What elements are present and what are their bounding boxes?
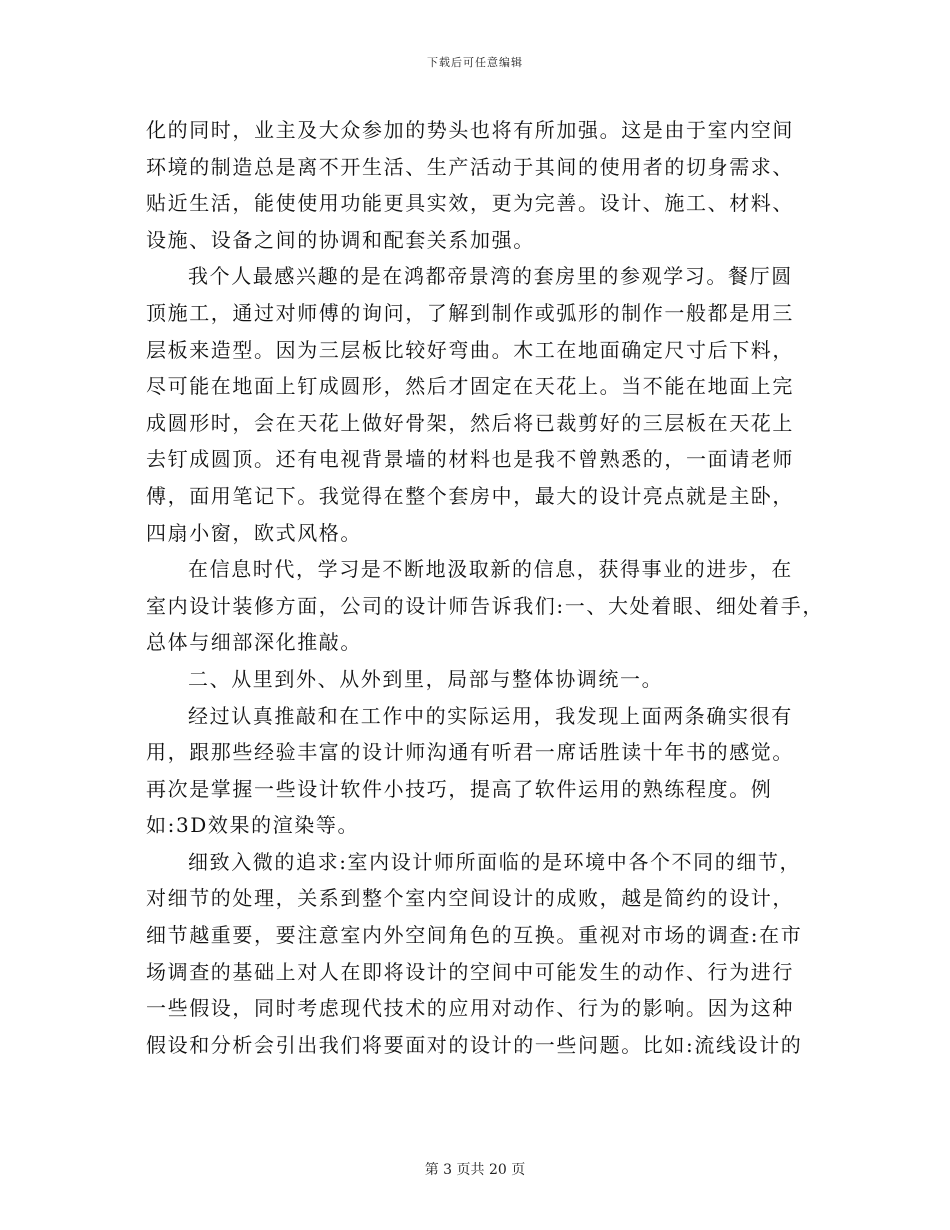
paragraph-start-line: 经过认真推敲和在工作中的实际运用，我发现上面两条确实很有 xyxy=(188,703,793,728)
text-line: 室内设计装修方面，公司的设计师告诉我们:一、大处着眼、细处着手， xyxy=(146,593,824,618)
text-line: 环境的制造总是离不开生活、生产活动于其间的使用者的切身需求、 xyxy=(146,154,794,179)
text-line: 四扇小窗，欧式风格。 xyxy=(146,520,362,545)
text-line: 对细节的处理，关系到整个室内空间设计的成败，越是简约的设计， xyxy=(146,886,794,911)
text-line: 再次是掌握一些设计软件小技巧，提高了软件运用的熟练程度。例 xyxy=(146,776,773,801)
text-line: 去钉成圆顶。还有电视背景墙的材料也是我不曾熟悉的，一面请老师 xyxy=(146,447,794,472)
paragraph-start-line: 二、从里到外、从外到里，局部与整体协调统一。 xyxy=(188,666,664,691)
text-line: 傅，面用笔记下。我觉得在整个套房中，最大的设计亮点就是主卧， xyxy=(146,483,794,508)
page-header: 下载后可任意编辑 xyxy=(427,56,523,69)
text-line: 场调查的基础上对人在即将设计的空间中可能发生的动作、行为进行 xyxy=(146,959,794,984)
text-line: 贴近生活，能使使用功能更具实效，更为完善。设计、施工、材料、 xyxy=(146,191,794,216)
text-line: 用，跟那些经验丰富的设计师沟通有听君一席话胜读十年书的感觉。 xyxy=(146,740,794,765)
text-line: 如:3D效果的渲染等。 xyxy=(146,813,360,838)
page-footer: 第 3 页共 20 页 xyxy=(424,1162,526,1178)
text-line: 顶施工，通过对师傅的询问，了解到制作或弧形的制作一般都是用三 xyxy=(146,300,794,325)
text-line: 化的同时，业主及大众参加的势头也将有所加强。这是由于室内空间 xyxy=(146,118,794,142)
paragraph-start-line: 在信息时代，学习是不断地汲取新的信息，获得事业的进步，在 xyxy=(188,557,793,582)
text-line: 设施、设备之间的协调和配套关系加强。 xyxy=(146,227,535,252)
text-line: 成圆形时，会在天花上做好骨架，然后将已裁剪好的三层板在天花上 xyxy=(146,410,794,435)
paragraph-start-line: 我个人最感兴趣的是在鸿都帝景湾的套房里的参观学习。餐厅圆 xyxy=(188,264,793,289)
text-line: 层板来造型。因为三层板比较好弯曲。木工在地面确定尺寸后下料， xyxy=(146,337,794,362)
text-line: 细节越重要，要注意室内外空间角色的互换。重视对市场的调查:在市 xyxy=(146,923,803,948)
document-body xyxy=(146,112,824,1063)
text-line: 总体与细部深化推敲。 xyxy=(146,630,362,655)
text-line: 尽可能在地面上钉成圆形，然后才固定在天花上。当不能在地面上完 xyxy=(146,374,794,399)
text-line: 假设和分析会引出我们将要面对的设计的一些问题。比如:流线设计的 xyxy=(146,1032,803,1057)
paragraph-start-line: 细致入微的追求:室内设计师所面临的是环境中各个不同的细节， xyxy=(188,849,802,874)
text-line: 一些假设，同时考虑现代技术的应用对动作、行为的影响。因为这种 xyxy=(146,996,794,1021)
